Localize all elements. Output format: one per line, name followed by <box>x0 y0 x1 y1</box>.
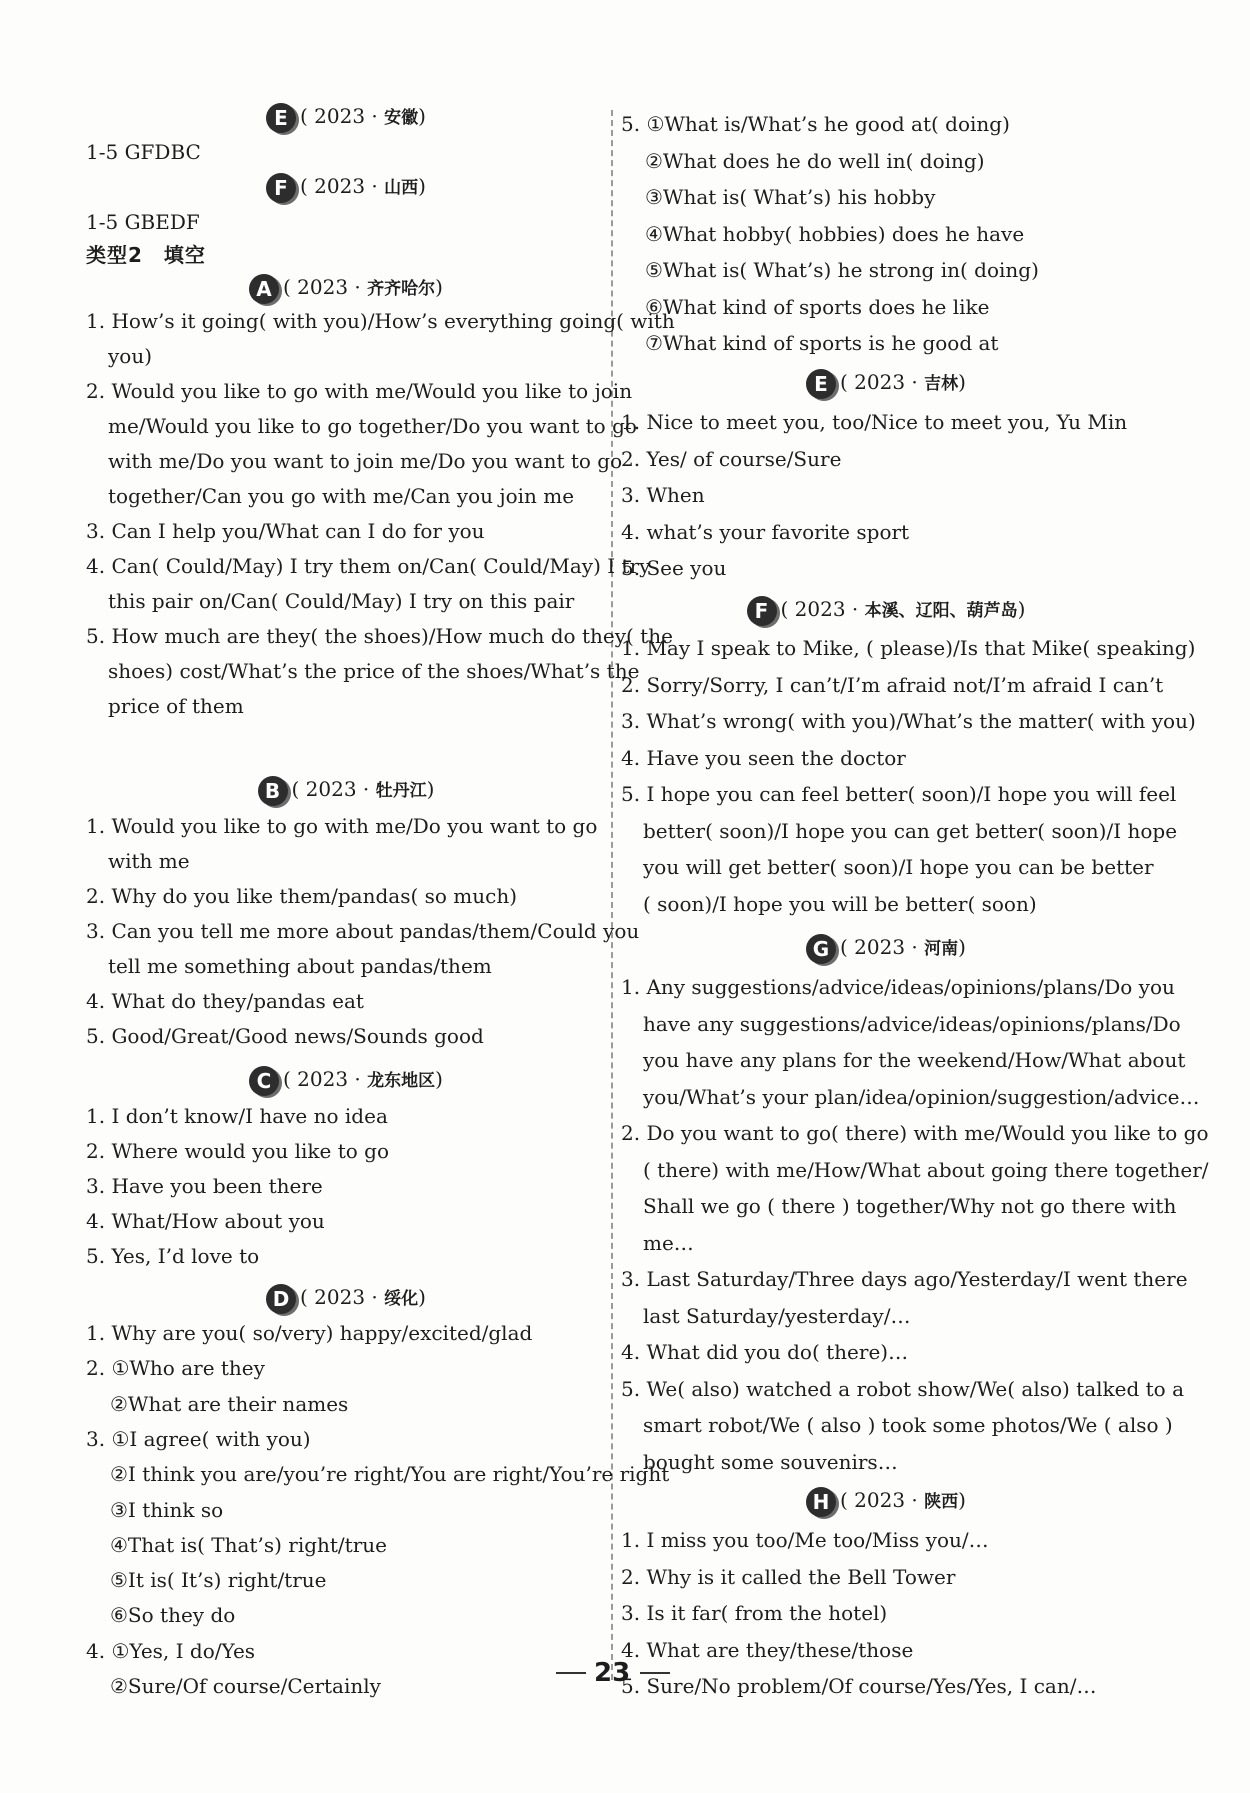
section-close: ) <box>418 174 426 198</box>
answer-line: ②What does he do well in( doing) <box>645 148 985 173</box>
section-close: ) <box>958 1488 966 1512</box>
section-year: ( 2023 · <box>840 1488 925 1512</box>
section-region: 本溪、辽阳、葫芦岛 <box>864 601 1018 621</box>
section-year: ( 2023 · <box>283 1067 368 1091</box>
answer-line: 2. Why is it called the Bell Tower <box>621 1564 956 1589</box>
answer-line: shoes) cost/What’s the price of the shoes/What’s the <box>108 659 640 683</box>
answer-line: 2. Yes/ of course/Sure <box>621 446 842 471</box>
section-year: ( 2023 · <box>291 777 376 801</box>
answer-line: 5. How much are they( the shoes)/How much do they( the <box>86 624 673 648</box>
section-region: 安徽 <box>384 108 419 128</box>
page-number: 23 <box>594 1658 631 1688</box>
answer-line: 3. Can you tell me more about pandas/them/Could you <box>86 919 640 943</box>
section-region: 绥化 <box>384 1289 419 1309</box>
answer-line: bought some souvenirs… <box>643 1449 898 1474</box>
answer-line: 1. Would you like to go with me/Do you want to go <box>86 814 598 838</box>
answer-line: 4. What/How about you <box>86 1209 325 1233</box>
section-heading <box>86 1064 606 1094</box>
section-close: ) <box>435 1067 443 1091</box>
answer-line: 4. what’s your favorite sport <box>621 519 910 544</box>
answer-line: ⑤It is( It’s) right/true <box>110 1568 327 1593</box>
section-heading <box>86 101 606 131</box>
answer-line: 3. ①I agree( with you) <box>86 1426 311 1451</box>
answer-line: 2. Do you want to go( there) with me/Would you like to go <box>621 1121 1209 1145</box>
section-letter-badge: G <box>806 934 836 964</box>
section-year: ( 2023 · <box>283 275 368 299</box>
answer-line: 1. I miss you too/Me too/Miss you/… <box>621 1528 989 1552</box>
section-heading <box>621 1485 1151 1515</box>
section-heading <box>86 272 606 302</box>
answer-line: you/What’s your plan/idea/opinion/suggestion/advice… <box>643 1084 1200 1109</box>
section-letter-badge: E <box>806 369 836 399</box>
section-year: ( 2023 · <box>300 1285 385 1309</box>
section-letter-badge: F <box>266 173 296 203</box>
page-number-rule-left <box>556 1672 586 1674</box>
answer-line: 1. Nice to meet you, too/Nice to meet you, Yu Min <box>621 410 1128 434</box>
answer-line: 5. I hope you can feel better( soon)/I hope you will feel <box>621 782 1177 806</box>
section-close: ) <box>426 777 435 801</box>
answer-line: 5. ①What is/What’s he good at( doing) <box>621 112 1010 136</box>
section-year: ( 2023 · <box>300 174 385 198</box>
answer-line: 1-5 GFDBC <box>86 140 201 164</box>
answer-line: 5. Good/Great/Good news/Sounds good <box>86 1024 484 1048</box>
answer-line: 5. Sure/No problem/Of course/Yes/Yes, I can/… <box>621 1674 1097 1698</box>
section-letter-badge: F <box>747 596 777 626</box>
answer-line: 1. I don’t know/I have no idea <box>86 1104 388 1128</box>
column-divider <box>611 110 613 1680</box>
answer-line: ⑥So they do <box>110 1603 236 1628</box>
answer-line: 1. Why are you( so/very) happy/excited/glad <box>86 1321 533 1345</box>
answer-line: smart robot/We ( also ) took some photos/We ( also ) <box>643 1413 1173 1437</box>
section-close: ) <box>418 1285 426 1309</box>
answer-line: 4. ①Yes, I do/Yes <box>86 1638 256 1663</box>
answer-line: 2. Where would you like to go <box>86 1139 390 1163</box>
section-letter-badge: H <box>806 1487 836 1517</box>
answer-line: better( soon)/I hope you can get better( soon)/I hope <box>643 818 1178 843</box>
answer-line: Shall we go ( there ) together/Why not go there with <box>643 1194 1177 1218</box>
section-letter-badge: B <box>258 776 288 806</box>
answer-line: 5. We( also) watched a robot show/We( also) talked to a <box>621 1376 1185 1401</box>
answer-line: this pair on/Can( Could/May) I try on this pair <box>108 589 575 613</box>
answer-line: 4. Can( Could/May) I try them on/Can( Could/May) I try <box>86 554 651 578</box>
answer-line: with me/Do you want to join me/Do you want to go <box>108 449 623 473</box>
section-type-title: 类型2 填空 <box>86 243 206 267</box>
answer-line: 2. Would you like to go with me/Would you like to join <box>86 379 633 403</box>
section-close: ) <box>1017 597 1026 621</box>
answer-line: me/Would you like to go together/Do you want to go <box>108 414 637 438</box>
answer-line: 3. Is it far( from the hotel) <box>621 1601 888 1625</box>
answer-line: 4. What did you do( there)… <box>621 1340 909 1364</box>
section-close: ) <box>958 935 966 959</box>
answer-line: 3. Have you been there <box>86 1174 323 1198</box>
answer-line: 3. Last Saturday/Three days ago/Yesterday/I went there <box>621 1267 1188 1291</box>
section-heading <box>621 367 1151 397</box>
answer-line: you will get better( soon)/I hope you can be better <box>643 855 1154 879</box>
section-region: 河南 <box>924 939 959 959</box>
section-region: 牡丹江 <box>375 781 427 801</box>
answer-line: ⑥What kind of sports does he like <box>645 294 990 319</box>
answer-line: with me <box>108 849 190 873</box>
answer-line: ④What hobby( hobbies) does he have <box>645 221 1025 246</box>
answer-line: last Saturday/yesterday/… <box>643 1303 911 1328</box>
section-heading <box>621 594 1151 624</box>
section-region: 吉林 <box>924 374 959 394</box>
answer-line: 2. Why do you like them/pandas( so much) <box>86 884 518 908</box>
answer-line: you) <box>108 344 153 368</box>
section-region: 山西 <box>384 178 419 198</box>
section-close: ) <box>958 370 966 394</box>
section-close: ) <box>418 104 426 128</box>
section-year: ( 2023 · <box>780 597 865 621</box>
section-heading <box>86 774 606 804</box>
answer-line: 3. Can I help you/What can I do for you <box>86 519 485 543</box>
section-year: ( 2023 · <box>840 935 925 959</box>
answer-line: me… <box>643 1230 694 1255</box>
answer-line: ②Sure/Of course/Certainly <box>110 1674 381 1698</box>
section-letter-badge: A <box>249 274 279 304</box>
answer-line: together/Can you go with me/Can you join me <box>108 484 575 508</box>
answer-line: 3. What’s wrong( with you)/What’s the matter( with you) <box>621 709 1196 733</box>
answer-line: 3. When <box>621 483 705 507</box>
section-letter-badge: D <box>266 1284 296 1314</box>
answer-line: ③I think so <box>110 1497 224 1522</box>
answer-line: 2. ①Who are they <box>86 1356 265 1381</box>
answer-line: 1. How’s it going( with you)/How’s everything going( with <box>86 309 675 333</box>
answer-line: ③What is( What’s) his hobby <box>645 185 936 209</box>
section-letter-badge: C <box>249 1066 279 1096</box>
section-region: 龙东地区 <box>367 1071 436 1091</box>
section-region: 陕西 <box>924 1492 959 1512</box>
page-number-rule-right <box>640 1672 670 1674</box>
answer-line: ②I think you are/you’re right/You are right/You’re right <box>110 1462 670 1487</box>
section-close: ) <box>435 275 443 299</box>
section-heading <box>86 171 606 201</box>
answer-line: 5. Yes, I’d love to <box>86 1244 260 1268</box>
answer-line: 1-5 GBEDF <box>86 210 200 234</box>
answer-line: 5. See you <box>621 556 727 580</box>
answer-line: you have any plans for the weekend/How/What about <box>643 1048 1186 1072</box>
section-year: ( 2023 · <box>840 370 925 394</box>
section-region: 齐齐哈尔 <box>367 279 436 299</box>
answer-line: 4. What are they/these/those <box>621 1637 914 1662</box>
section-year: ( 2023 · <box>300 104 385 128</box>
section-letter-badge: E <box>266 103 296 133</box>
answer-line: ⑤What is( What’s) he strong in( doing) <box>645 258 1039 282</box>
answer-line: ②What are their names <box>110 1391 349 1416</box>
answer-line: 4. Have you seen the doctor <box>621 745 906 770</box>
answer-line: 4. What do they/pandas eat <box>86 989 364 1013</box>
answer-line: ④That is( That’s) right/true <box>110 1532 387 1557</box>
answer-line: 1. May I speak to Mike, ( please)/Is that Mike( speaking) <box>621 636 1196 660</box>
answer-line: ( there) with me/How/What about going there together/ <box>643 1157 1209 1182</box>
answer-line: ⑦What kind of sports is he good at <box>645 331 999 355</box>
answer-line: price of them <box>108 694 244 718</box>
answer-line: 1. Any suggestions/advice/ideas/opinions/plans/Do you <box>621 975 1175 999</box>
section-heading <box>86 1282 606 1312</box>
answer-line: tell me something about pandas/them <box>108 954 492 978</box>
answer-line: ( soon)/I hope you will be better( soon) <box>643 891 1037 916</box>
answer-line: have any suggestions/advice/ideas/opinions/plans/Do <box>643 1011 1181 1036</box>
answer-line: 2. Sorry/Sorry, I can’t/I’m afraid not/I’m afraid I can’t <box>621 672 1164 697</box>
section-heading <box>621 932 1151 962</box>
